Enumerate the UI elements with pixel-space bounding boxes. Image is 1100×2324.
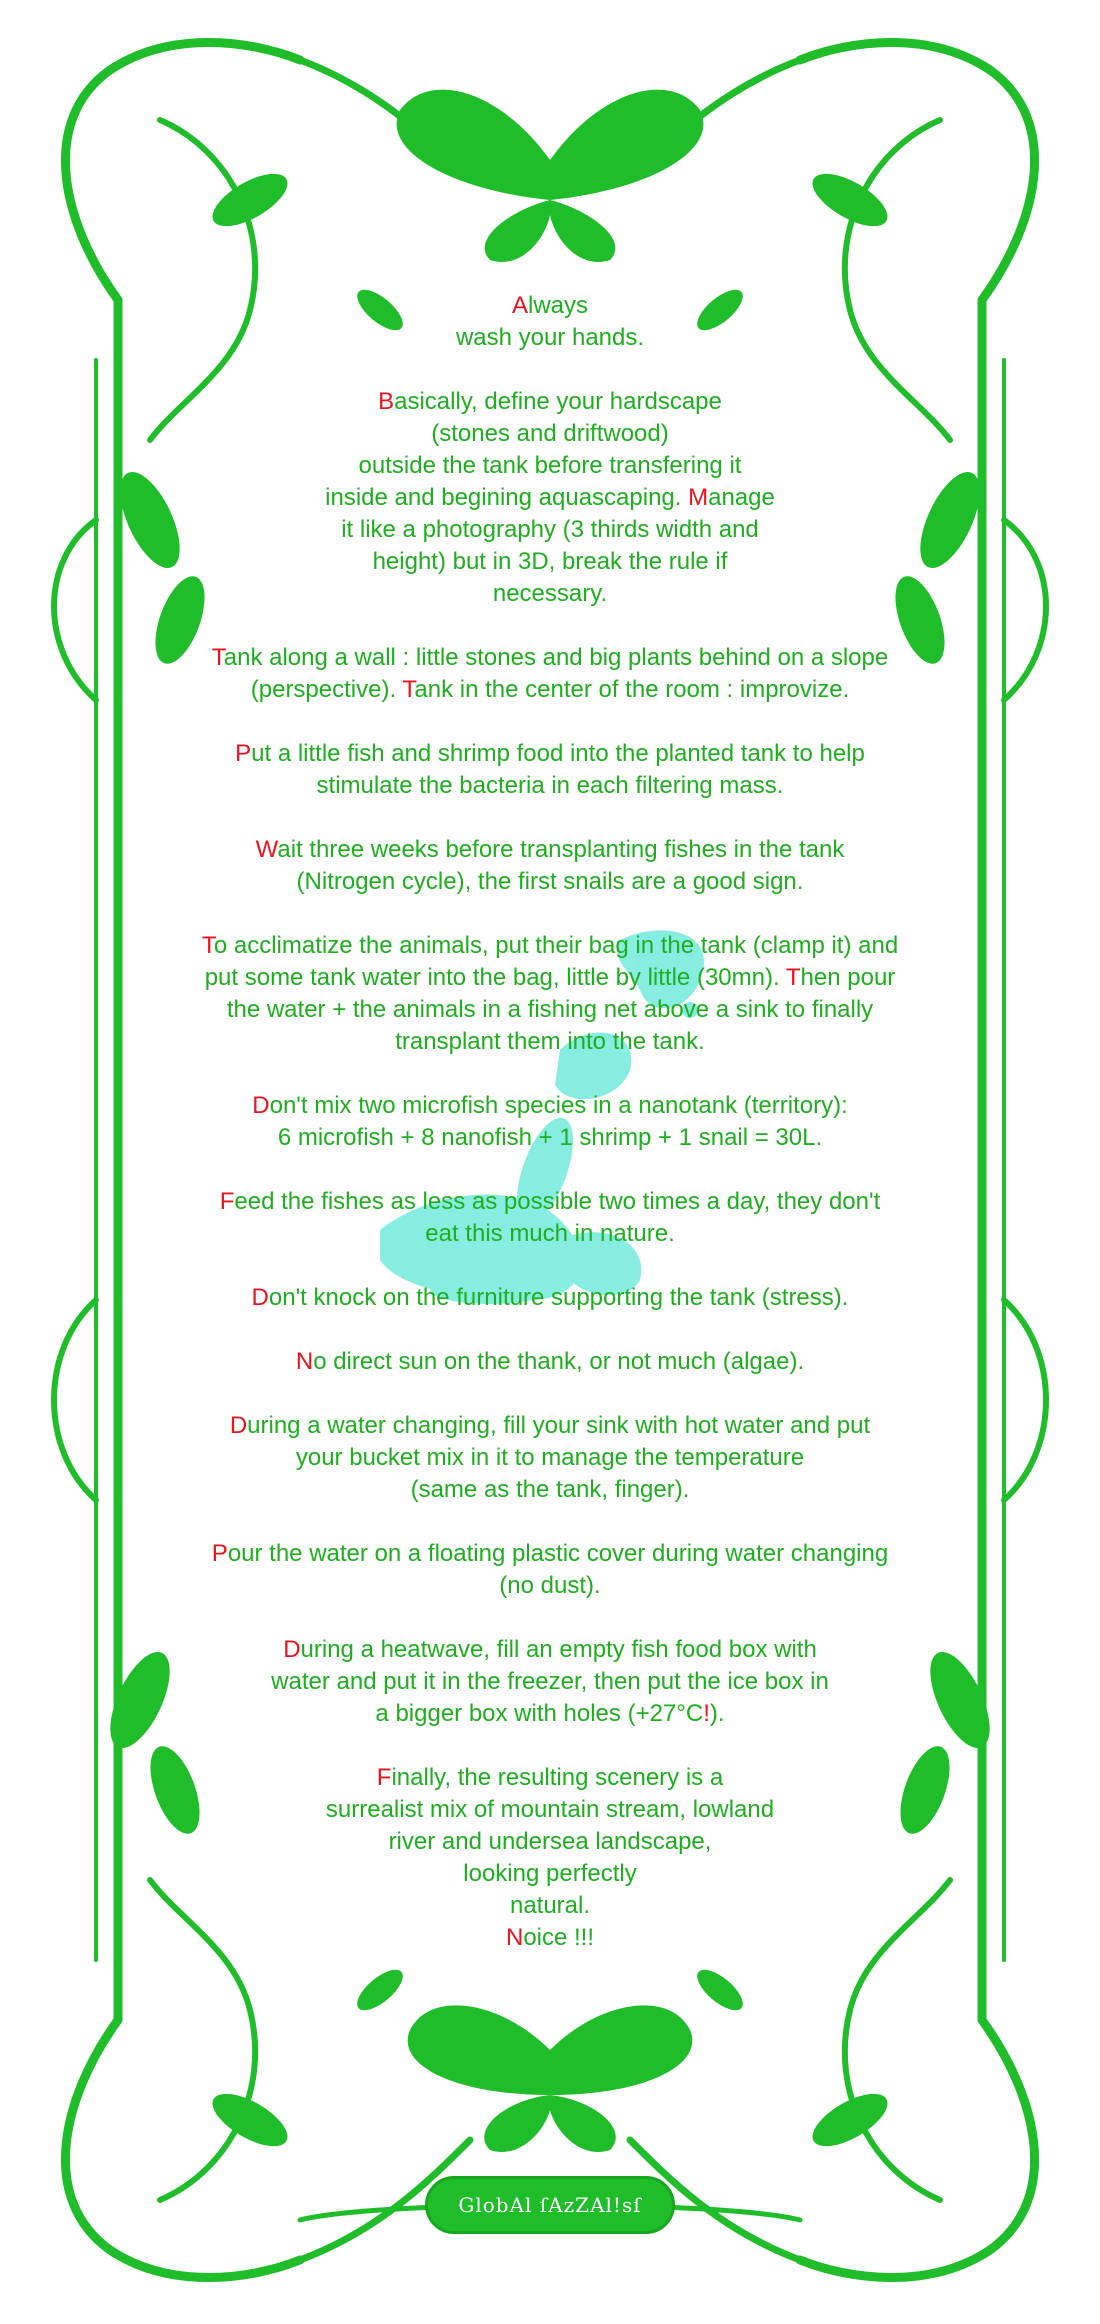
tip-text: inally, the resulting scenery is a <box>391 1764 724 1791</box>
tip-text: looking perfectly <box>463 1860 637 1887</box>
initial-letter: F <box>376 1764 392 1791</box>
tip-text: your bucket mix in it to manage the temperature <box>295 1444 805 1471</box>
tip-text: ait three weeks before transplanting fishes in the tank <box>277 836 845 863</box>
tip-text: ank along a wall : little stones and big plants behind on a slope <box>223 644 889 671</box>
tip-text: our the water on a floating plastic cover during water changing <box>227 1540 889 1567</box>
tip-paragraph <box>150 1762 950 1954</box>
tip-line <box>150 1186 950 1218</box>
tip-text: river and undersea landscape, <box>388 1828 712 1855</box>
tip-text: (no dust). <box>499 1572 601 1599</box>
tip-line <box>150 770 950 802</box>
tip-text: oice !!! <box>523 1924 595 1951</box>
tip-text: asically, define your hardscape <box>394 388 722 415</box>
tip-line <box>150 930 950 962</box>
tip-line <box>150 834 950 866</box>
tip-line <box>150 1666 950 1698</box>
tip-paragraph <box>150 290 950 354</box>
initial-letter: D <box>229 1412 248 1439</box>
tip-text: eat this much in nature. <box>425 1220 675 1247</box>
initial-letter: T <box>402 676 415 703</box>
tip-line <box>150 1698 950 1730</box>
tip-line <box>150 322 950 354</box>
initial-letter: T <box>785 964 801 991</box>
tip-text: a bigger box with holes (+27°C <box>375 1700 704 1727</box>
tip-line <box>150 674 950 706</box>
tip-text: (stones and driftwood) <box>431 420 669 447</box>
tip-paragraph <box>150 1282 950 1314</box>
tip-line <box>150 578 950 610</box>
tip-line <box>150 546 950 578</box>
tip-text: wash your hands. <box>455 324 645 351</box>
tip-paragraph <box>150 386 950 610</box>
tip-text: outside the tank before transfering it <box>358 452 742 479</box>
tip-line <box>150 994 950 1026</box>
tip-line <box>150 1890 950 1922</box>
initial-letter: D <box>252 1092 270 1119</box>
tip-text: (same as the tank, finger). <box>410 1476 690 1503</box>
initial-letter: T <box>211 644 224 671</box>
tip-text: eed the fishes as less as possible two times a day, they don't <box>234 1188 881 1215</box>
tip-text: ut a little fish and shrimp food into the planted tank to help <box>251 740 865 767</box>
initial-letter: D <box>251 1284 269 1311</box>
tip-line <box>150 1474 950 1506</box>
aquascaping-tips-text <box>150 290 950 1954</box>
tip-text: anage <box>708 484 775 511</box>
tip-text: put some tank water into the bag, little by little (30mn). <box>204 964 786 991</box>
tip-text: on't knock on the furniture supporting the tank (stress). <box>268 1284 849 1311</box>
tip-line <box>150 418 950 450</box>
tip-text: height) but in 3D, break the rule if <box>372 548 728 575</box>
initial-letter: N <box>505 1924 524 1951</box>
tip-line <box>150 1026 950 1058</box>
tip-text: on't mix two microfish species in a nanotank (territory): <box>269 1092 848 1119</box>
tip-paragraph <box>150 834 950 898</box>
tip-paragraph <box>150 1634 950 1730</box>
tip-text: 6 microfish + 8 nanofish + 1 shrimp + 1 snail = 30L. <box>277 1124 823 1151</box>
tip-line <box>150 1218 950 1250</box>
tip-text: o acclimatize the animals, put their bag in the tank (clamp it) and <box>213 932 899 959</box>
initial-letter: A <box>511 292 528 319</box>
tip-paragraph <box>150 1090 950 1154</box>
tip-paragraph <box>150 738 950 802</box>
tip-line <box>150 482 950 514</box>
tip-text: it like a photography (3 thirds width and <box>341 516 759 543</box>
tip-line <box>150 962 950 994</box>
tip-line <box>150 1858 950 1890</box>
tip-text: o direct sun on the thank, or not much (algae). <box>313 1348 805 1375</box>
global-jazzalist-badge: GlobAl ſAzZAl!sſ <box>425 2176 675 2234</box>
tip-text: uring a heatwave, fill an empty fish food box with <box>300 1636 817 1663</box>
tip-text: inside and begining aquascaping. <box>325 484 689 511</box>
tip-text: transplant them into the tank. <box>395 1028 705 1055</box>
tip-text: surrealist mix of mountain stream, lowland <box>325 1796 775 1823</box>
tip-paragraph <box>150 1346 950 1378</box>
tip-text: natural. <box>509 1892 591 1919</box>
initial-letter: M <box>688 484 709 511</box>
tip-line <box>150 450 950 482</box>
initial-letter: D <box>283 1636 301 1663</box>
initial-letter: P <box>211 1540 228 1567</box>
initial-letter: ! <box>703 1700 710 1727</box>
tip-line <box>150 386 950 418</box>
tip-paragraph <box>150 642 950 706</box>
tip-line <box>150 642 950 674</box>
initial-letter: B <box>378 388 395 415</box>
tip-paragraph <box>150 1410 950 1506</box>
tip-line <box>150 1410 950 1442</box>
tip-paragraph <box>150 1186 950 1250</box>
tip-text: lways <box>528 292 589 319</box>
tip-line <box>150 1090 950 1122</box>
initial-letter: P <box>235 740 252 767</box>
tip-text: ank in the center of the room : improvize. <box>414 676 850 703</box>
tip-line <box>150 1634 950 1666</box>
tip-line <box>150 738 950 770</box>
tip-line <box>150 866 950 898</box>
tip-line <box>150 290 950 322</box>
tip-line <box>150 1922 950 1954</box>
tip-text: the water + the animals in a fishing net above a sink to finally <box>226 996 874 1023</box>
tip-line <box>150 1538 950 1570</box>
initial-letter: F <box>219 1188 235 1215</box>
initial-letter: N <box>295 1348 314 1375</box>
tip-line <box>150 514 950 546</box>
tip-paragraph <box>150 930 950 1058</box>
tip-text: necessary. <box>492 580 608 607</box>
tip-text: (Nitrogen cycle), the first snails are a good sign. <box>296 868 804 895</box>
initial-letter: T <box>201 932 214 959</box>
tip-text: stimulate the bacteria in each filtering mass. <box>316 772 784 799</box>
tip-line <box>150 1282 950 1314</box>
tip-line <box>150 1122 950 1154</box>
tip-line <box>150 1570 950 1602</box>
tip-line <box>150 1346 950 1378</box>
tip-text: ). <box>709 1700 725 1727</box>
tip-text: (perspective). <box>250 676 403 703</box>
tip-paragraph <box>150 1538 950 1602</box>
tip-line <box>150 1794 950 1826</box>
tip-text: hen pour <box>800 964 896 991</box>
tip-line <box>150 1442 950 1474</box>
initial-letter: W <box>255 836 278 863</box>
tip-line <box>150 1762 950 1794</box>
tip-text: water and put it in the freezer, then put the ice box in <box>271 1668 829 1695</box>
tip-text: uring a water changing, fill your sink with hot water and put <box>247 1412 871 1439</box>
tip-line <box>150 1826 950 1858</box>
